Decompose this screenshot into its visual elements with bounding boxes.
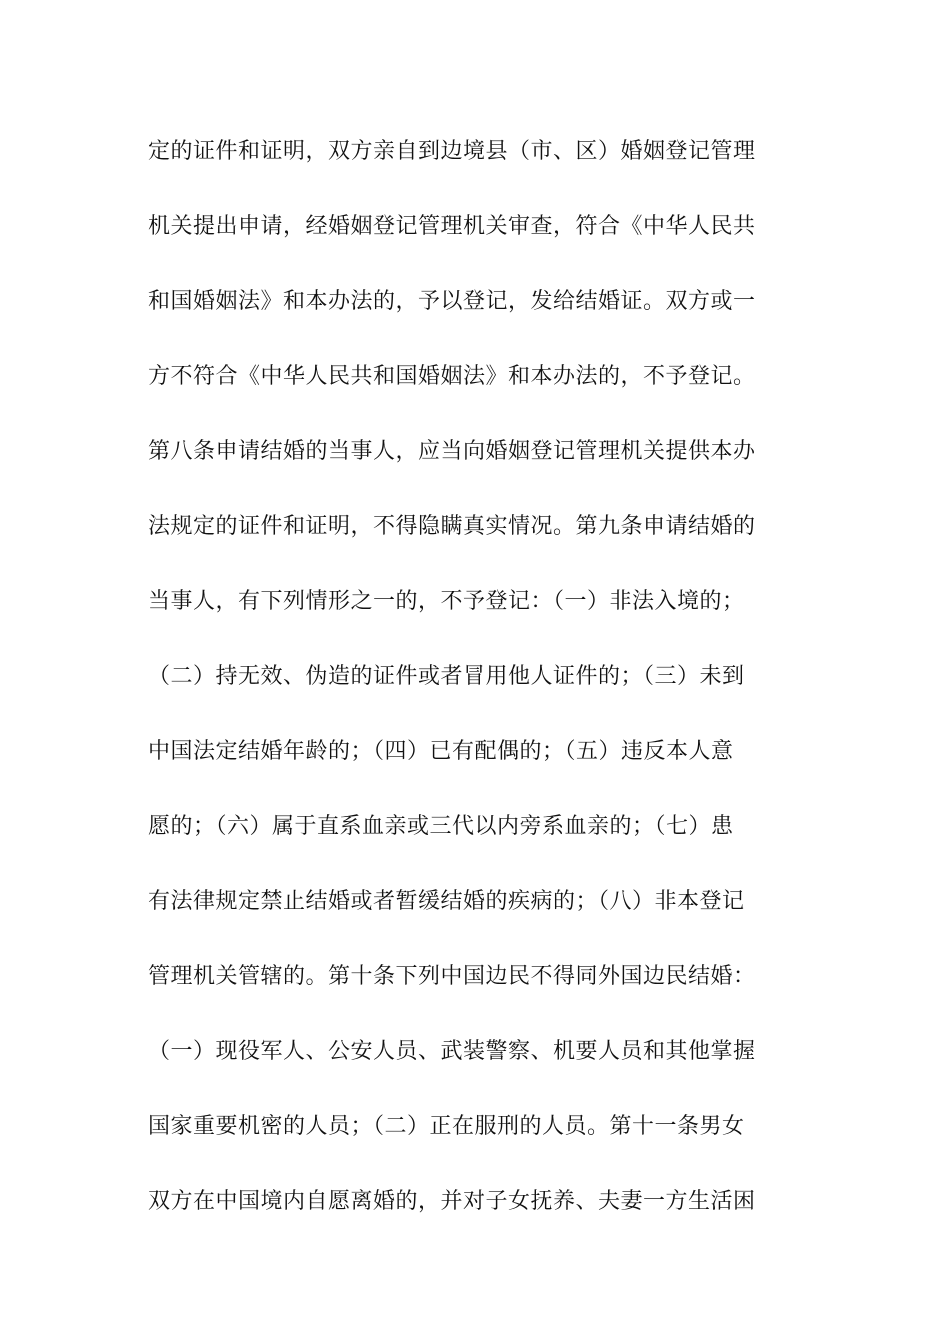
text-line: 中国法定结婚年龄的；（四）已有配偶的；（五）违反本人意	[148, 739, 734, 764]
text-line: 方不符合《中华人民共和国婚姻法》和本办法的，不予登记。	[148, 364, 756, 389]
text-line: 定的证件和证明，双方亲自到边境县（市、区）婚姻登记管理	[148, 139, 756, 164]
text-line: 国家重要机密的人员；（二）正在服刑的人员。第十一条男女	[148, 1114, 745, 1139]
text-line: 和国婚姻法》和本办法的，予以登记，发给结婚证。双方或一	[148, 289, 756, 314]
text-line: 法规定的证件和证明，不得隐瞒真实情况。第九条申请结婚的	[148, 514, 756, 539]
text-line: 机关提出申请，经婚姻登记管理机关审查，符合《中华人民共	[148, 214, 756, 239]
text-line: （二）持无效、伪造的证件或者冒用他人证件的；（三）未到	[148, 664, 745, 689]
text-line: 当事人，有下列情形之一的，不予登记：（一）非法入境的；	[148, 589, 745, 614]
text-line: 有法律规定禁止结婚或者暂缓结婚的疾病的；（八）非本登记	[148, 889, 745, 914]
text-line: 双方在中国境内自愿离婚的，并对子女抚养、夫妻一方生活困	[148, 1189, 756, 1214]
text-line: 管理机关管辖的。第十条下列中国边民不得同外国边民结婚：	[148, 964, 756, 989]
text-line: （一）现役军人、公安人员、武装警察、机要人员和其他掌握	[148, 1039, 756, 1064]
text-line: 第八条申请结婚的当事人，应当向婚姻登记管理机关提供本办	[148, 439, 756, 464]
text-line: 愿的；（六）属于直系血亲或三代以内旁系血亲的；（七）患	[148, 814, 734, 839]
